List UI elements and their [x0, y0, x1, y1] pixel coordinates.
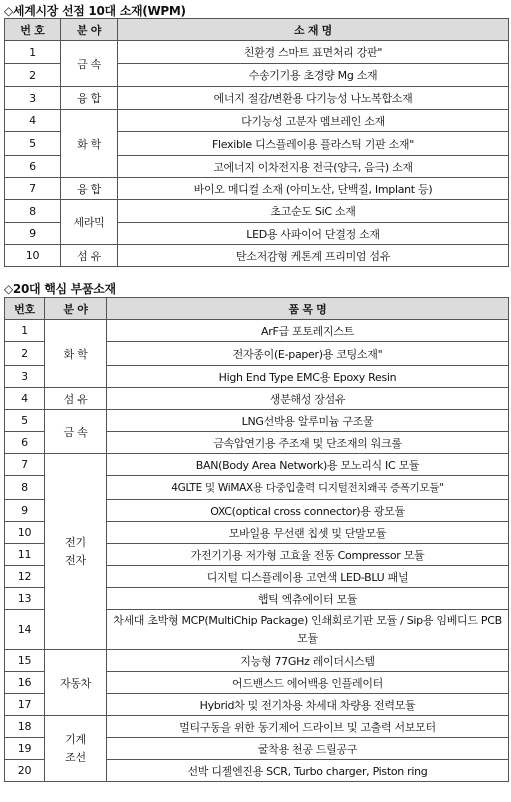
item-name: LNG선박용 알루미늄 구조물: [107, 410, 509, 432]
section1-title: ◇세계시장 선점 10대 소재(WPM): [4, 4, 186, 18]
core-parts-table: [4, 297, 509, 782]
row-number: 3: [5, 87, 61, 110]
item-name: 어드밴스드 에어백용 인플레이터: [107, 672, 509, 694]
material-name: 탄소저감형 케톤계 프리미엄 섬유: [118, 245, 509, 267]
table-row: [5, 410, 509, 432]
item-name: 4GLTE 및 WiMAX용 다중입출력 디지털전치왜곡 증폭기모듈": [107, 476, 509, 500]
field-cell: 세라믹: [61, 200, 118, 245]
row-number: 12: [5, 566, 45, 588]
row-number: 15: [5, 650, 45, 672]
field-cell: 섬 유: [45, 388, 107, 410]
row-number: 5: [5, 132, 61, 156]
item-name: 선박 디젤엔진용 SCR, Turbo charger, Piston ring: [107, 760, 509, 782]
material-name: LED용 사파이어 단결정 소재: [118, 223, 509, 245]
row-number: 19: [5, 738, 45, 760]
row-number: 4: [5, 388, 45, 410]
row-number: 10: [5, 245, 61, 267]
table-row: [5, 178, 509, 200]
row-number: 7: [5, 178, 61, 200]
row-number: 10: [5, 522, 45, 544]
item-name: 가전기기용 저가형 고효율 전동 Compressor 모듈: [107, 544, 509, 566]
field-cell: 화 학: [61, 110, 118, 178]
table-header-row: [5, 19, 509, 41]
header-number: 번호: [5, 298, 45, 320]
item-name: 디지털 디스플레이용 고연색 LED-BLU 패널: [107, 566, 509, 588]
item-name: 멀티구동을 위한 동기제어 드라이브 및 고출력 서보모터: [107, 716, 509, 738]
material-name: 고에너지 이차전지용 전극(양극, 음극) 소재: [118, 156, 509, 178]
row-number: 20: [5, 760, 45, 782]
row-number: 8: [5, 476, 45, 500]
row-number: 5: [5, 410, 45, 432]
item-name: 생분해성 장섬유: [107, 388, 509, 410]
item-name: 금속압연기용 주조재 및 단조재의 워크롤: [107, 432, 509, 454]
row-number: 16: [5, 672, 45, 694]
field-cell: 자동차: [45, 650, 107, 716]
table-row: [5, 320, 509, 342]
row-number: 9: [5, 223, 61, 245]
row-number: 3: [5, 366, 45, 388]
table-row: [5, 388, 509, 410]
field-cell: 전기 전자: [45, 454, 107, 650]
item-name: Hybrid차 및 전기차용 차세대 차량용 전력모듈: [107, 694, 509, 716]
row-number: 13: [5, 588, 45, 610]
field-cell: 섬 유: [61, 245, 118, 267]
item-name: 차세대 초박형 MCP(MultiChip Package) 인쇄회로기판 모듈 / Sip용 임베디드 PCB 모듈: [107, 610, 509, 650]
field-cell: 융 합: [61, 87, 118, 110]
header-field: 분 야: [45, 298, 107, 320]
row-number: 6: [5, 432, 45, 454]
field-cell: 융 합: [61, 178, 118, 200]
table-row: [5, 650, 509, 672]
item-name: 햅틱 엑츄에이터 모듈: [107, 588, 509, 610]
item-name: BAN(Body Area Network)용 모노리식 IC 모듈: [107, 454, 509, 476]
row-number: 2: [5, 64, 61, 87]
row-number: 1: [5, 320, 45, 342]
material-name: Flexible 디스플레이용 플라스틱 기판 소재": [118, 132, 509, 156]
row-number: 4: [5, 110, 61, 132]
item-name: ArF급 포토레지스트: [107, 320, 509, 342]
header-item-name: 품 목 명: [107, 298, 509, 320]
table-row: [5, 87, 509, 110]
row-number: 2: [5, 342, 45, 366]
row-number: 9: [5, 500, 45, 522]
row-number: 1: [5, 41, 61, 64]
table-row: [5, 110, 509, 132]
row-number: 8: [5, 200, 61, 223]
row-number: 18: [5, 716, 45, 738]
field-cell: 화 학: [45, 320, 107, 388]
row-number: 7: [5, 454, 45, 476]
item-name: 굴착용 천공 드릴공구: [107, 738, 509, 760]
table-row: [5, 200, 509, 223]
header-number: 번 호: [5, 19, 61, 41]
row-number: 17: [5, 694, 45, 716]
table-row: [5, 454, 509, 476]
table-row: [5, 716, 509, 738]
row-number: 11: [5, 544, 45, 566]
item-name: 모바일용 무선랜 칩셋 및 단말모듈: [107, 522, 509, 544]
item-name: 전자종이(E-paper)용 코팅소재": [107, 342, 509, 366]
material-name: 수송기기용 초경량 Mg 소재: [118, 64, 509, 87]
field-cell: 금 속: [45, 410, 107, 454]
section2-title: ◇20대 핵심 부품소재: [4, 282, 116, 296]
wpm-table: [4, 18, 509, 267]
header-material-name: 소 재 명: [118, 19, 509, 41]
field-cell: 기계 조선: [45, 716, 107, 782]
material-name: 초고순도 SiC 소재: [118, 200, 509, 223]
header-field: 분 야: [61, 19, 118, 41]
material-name: 에너지 절감/변환용 다기능성 나노복합소재: [118, 87, 509, 110]
material-name: 친환경 스마트 표면처리 강판": [118, 41, 509, 64]
row-number: 6: [5, 156, 61, 178]
table-header-row: [5, 298, 509, 320]
table-row: [5, 41, 509, 64]
table-row: [5, 245, 509, 267]
item-name: High End Type EMC용 Epoxy Resin: [107, 366, 509, 388]
item-name: OXC(optical cross connector)용 광모듈: [107, 500, 509, 522]
material-name: 다기능성 고분자 멤브레인 소재: [118, 110, 509, 132]
row-number: 14: [5, 610, 45, 650]
material-name: 바이오 메디컬 소재 (아미노산, 단백질, Implant 등): [118, 178, 509, 200]
field-cell: 금 속: [61, 41, 118, 87]
item-name: 지능형 77GHz 레이더시스템: [107, 650, 509, 672]
